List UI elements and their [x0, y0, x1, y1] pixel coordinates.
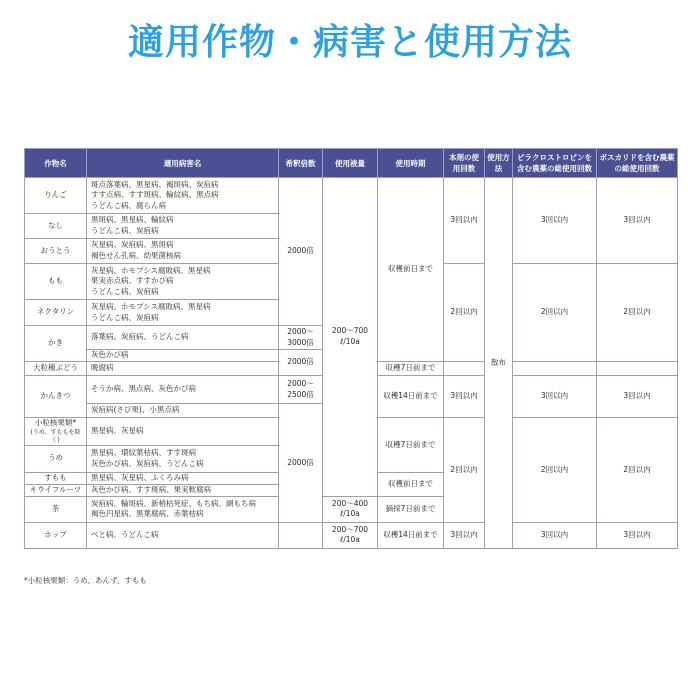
boscalid-cell: 2回以内 — [597, 264, 678, 362]
header-method: 使用方法 — [485, 149, 513, 178]
disease-cell: 炭疽病(さび果)、小黒点病 — [87, 404, 279, 418]
disease-cell — [87, 264, 279, 300]
volume-line: ℓ/10a — [340, 509, 360, 519]
crop-cell: なし — [25, 214, 87, 239]
dilution-cell-empty — [279, 522, 323, 548]
volume-cell — [323, 496, 378, 522]
pyraclostrobin-cell: 3回以内 — [513, 376, 597, 418]
crop-cell: キウイフルーツ — [25, 484, 87, 496]
disease-line: 灰星病、ホモプシス腐敗病、黒星病 — [91, 265, 211, 275]
pyraclostrobin-cell: 3回以内 — [513, 522, 597, 548]
dilution-cell: 2000倍 — [279, 350, 323, 376]
header-timing: 使用時期 — [378, 149, 444, 178]
disease-line: 果実赤点病、すすかび病 — [91, 276, 174, 286]
disease-line: 褐色せん孔病、幼果菌核病 — [91, 251, 181, 260]
timing-cell: 収穫前日まで — [378, 178, 444, 362]
disease-line: すす点病、すす斑病、輪紋病、黒点病 — [91, 190, 219, 200]
table-header-row — [25, 149, 678, 178]
pyraclostrobin-cell: 2回以内 — [513, 264, 597, 362]
volume-line: ℓ/10a — [340, 535, 360, 545]
volume-cell — [323, 522, 378, 548]
disease-line: 黒星病、環紋葉枯病、すす斑病 — [91, 448, 197, 457]
dilution-cell: 2000倍 — [279, 404, 323, 523]
disease-cell: そうか病、黒点病、灰色かび病 — [87, 376, 279, 404]
header-volume: 使用液量 — [323, 149, 378, 178]
disease-cell — [87, 496, 279, 522]
disease-cell — [87, 300, 279, 326]
timing-cell: 収穫14日前まで — [378, 376, 444, 418]
dilution-line: 3000倍 — [287, 337, 314, 347]
uses-cell: 2回以内 — [444, 264, 485, 362]
uses-cell: 2回以内 — [444, 418, 485, 523]
crop-cell: りんご — [25, 178, 87, 214]
header-dilution: 希釈倍数 — [279, 149, 323, 178]
crop-cell: すもも — [25, 472, 87, 484]
disease-cell — [87, 239, 279, 264]
crop-cell: ホップ — [25, 522, 87, 548]
disease-line: 灰色かび病、炭疽病、うどんこ病 — [91, 458, 204, 468]
pyraclostrobin-cell: 2回以内 — [513, 418, 597, 523]
disease-cell: 晩腐病 — [87, 362, 279, 376]
method-cell: 散布 — [485, 178, 513, 549]
boscalid-cell: 3回以内 — [597, 376, 678, 418]
disease-cell: べと病、うどんこ病 — [87, 522, 279, 548]
volume-line: 200〜700 — [331, 326, 369, 336]
timing-cell: 収穫7日前まで — [378, 362, 444, 376]
timing-cell: 摘採7日前まで — [378, 496, 444, 522]
dilution-cell — [279, 376, 323, 404]
crop-name: 小粒核果類* — [34, 418, 77, 427]
dilution-line: 2000〜 — [287, 326, 314, 336]
disease-line: うどんこ病、炭疽病 — [91, 312, 159, 322]
table-row — [25, 522, 678, 548]
volume-cell — [323, 178, 378, 497]
boscalid-cell: 3回以内 — [597, 522, 678, 548]
timing-cell: 収穫前日まで — [378, 472, 444, 496]
header-boscalid: ボスカリドを含む農薬の総使用回数 — [597, 149, 678, 178]
disease-line: うどんこ病、腐らん病 — [91, 200, 166, 210]
crop-cell — [25, 418, 87, 446]
header-pyraclostrobin: ピラクロストロビンを含む農薬の総使用回数 — [513, 149, 597, 178]
disease-line: 灰星病、ホモプシス腐敗病、黒星病 — [91, 301, 211, 311]
boscalid-cell: 3回以内 — [597, 178, 678, 264]
disease-line: 褐色円星病、黒葉腐病、赤葉枯病 — [91, 509, 204, 519]
disease-line: 黒斑病、黒星病、輪紋病 — [91, 215, 174, 225]
uses-cell: 3回以内 — [444, 178, 485, 264]
disease-cell — [87, 178, 279, 214]
disease-cell: 落葉病、炭疽病、うどんこ病 — [87, 326, 279, 350]
volume-line: ℓ/10a — [340, 336, 360, 346]
crop-cell: かんきつ — [25, 376, 87, 418]
disease-line: 炭疽病、輪斑病、新梢枯死症、もち病、網もち病 — [91, 498, 256, 508]
uses-cell-empty — [444, 362, 485, 376]
footnote: *小粒核果類：うめ、あんず、すもも — [24, 576, 147, 585]
disease-line: うどんこ病、炭疽病 — [91, 286, 159, 296]
table-row — [25, 178, 678, 214]
timing-cell: 収穫14日前まで — [378, 522, 444, 548]
crop-note: (うめ、すももを除く) — [30, 428, 81, 444]
dilution-cell — [279, 326, 323, 350]
boscalid-cell: 2回以内 — [597, 418, 678, 523]
timing-cell: 収穫7日前まで — [378, 418, 444, 473]
crop-cell: 茶 — [25, 496, 87, 522]
disease-cell: 灰色かび病、すす斑病、果実軟腐病 — [87, 484, 279, 496]
disease-line: 斑点落葉病、黒星病、褐斑病、炭疽病 — [91, 179, 219, 189]
disease-cell — [87, 214, 279, 239]
volume-line: 200〜700 — [331, 524, 369, 534]
page-title: 適用作物・病害と使用方法 — [127, 22, 572, 63]
uses-cell: 3回以内 — [444, 522, 485, 548]
application-table — [24, 148, 678, 549]
header-disease: 適用病害名 — [87, 149, 279, 178]
crop-cell: かき — [25, 326, 87, 362]
disease-line: 灰星病、炭疽病、黒斑病 — [91, 240, 174, 250]
crop-cell: もも — [25, 264, 87, 300]
crop-cell: ネクタリン — [25, 300, 87, 326]
header-uses: 本剤の使用回数 — [444, 149, 485, 178]
uses-cell: 3回以内 — [444, 376, 485, 418]
dilution-line: 2500倍 — [287, 389, 314, 399]
boscalid-cell-empty — [597, 362, 678, 376]
volume-line: 200〜400 — [331, 498, 369, 508]
disease-cell: 灰色かび病 — [87, 350, 279, 362]
disease-cell: 黒星病、灰星病 — [87, 418, 279, 446]
application-table-wrapper — [24, 148, 677, 549]
header-crop: 作物名 — [25, 149, 87, 178]
dilution-cell: 2000倍 — [279, 178, 323, 326]
pyraclostrobin-cell-empty — [513, 362, 597, 376]
crop-cell: おうとう — [25, 239, 87, 264]
disease-cell — [87, 445, 279, 472]
crop-cell: 大粒種ぶどう — [25, 362, 87, 376]
crop-cell: うめ — [25, 445, 87, 472]
disease-cell: 黒星病、灰星病、ふくろみ病 — [87, 472, 279, 484]
dilution-line: 2000〜 — [287, 378, 314, 388]
pyraclostrobin-cell: 3回以内 — [513, 178, 597, 264]
disease-line: うどんこ病、炭疽病 — [91, 226, 159, 235]
